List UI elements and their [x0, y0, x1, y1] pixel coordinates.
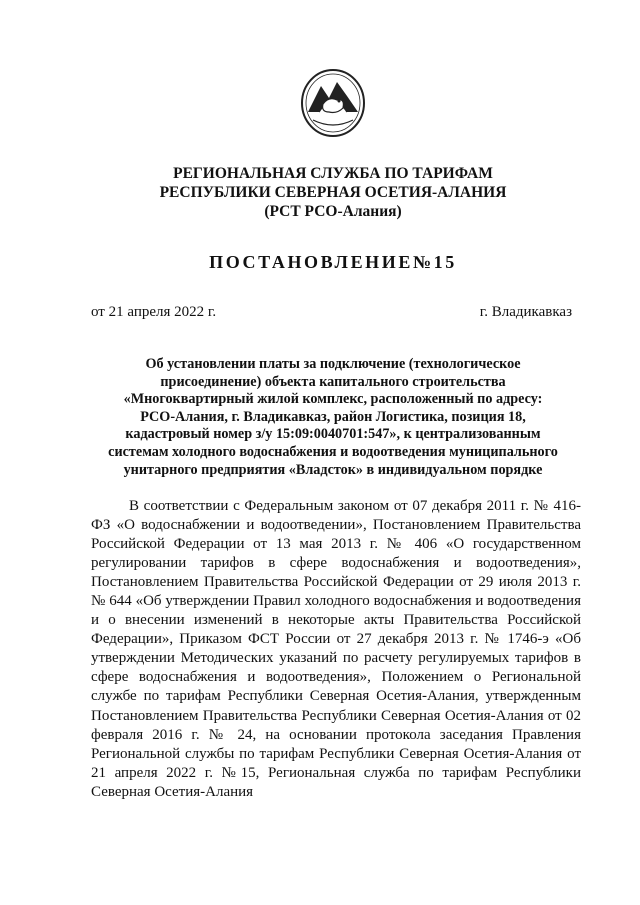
document-subject [86, 356, 580, 479]
organization-title [60, 164, 606, 221]
subject-line: Об установлении платы за подключение (технологическое [145, 356, 521, 372]
document-title: ПОСТАНОВЛЕНИЕ№15 [209, 252, 457, 272]
subject-line: унитарного предприятия «Владсток» в индивидуальном порядке [123, 461, 543, 478]
body-paragraph: В соответствии с Федеральным законом от 07 декабря 2011 г. № 416-ФЗ «О водоснабжении и водоотведении», Постановлением Правительства Российской Федерации от 13 мая 2013 г. № 406 «О государственном регулировании тарифов в сфере водоснабжения и водоотведения», Постановлением Правительства Российской Федерации от 29 июля 2013 г. № 644 «Об утверждении Правил холодного водоснабжения и водоотведения и о внесении изменений в некоторые акты Правительства Российской Федерации», Приказом ФСТ России от 27 декабря 2013 г. № 1746-э «Об утверждении Методических указаний по расчету регулируемых тарифов в сфере водоснабжения и водоотведения», Положением о Региональной службе по тарифам Республики Северная Осетия-Алания, утвержденным Постановлением Правительства Республики Северная Осетия-Алания от 02 февраля 2016 г. № 24, на основании протокола заседания Правления Региональной службы по тарифам Республики Северная Осетия-Алания от 21 апреля 2022 г. №15, Региональная служба по тарифам Республики Северная Осетия-Алания [91, 498, 581, 800]
org-abbreviation: (РСТ РСО-Алания) [264, 203, 402, 220]
document-city: г. Владикавказ [479, 304, 572, 320]
subject-line: кадастровый номер з/у 15:09:0040701:547», к централизованным [125, 426, 541, 443]
subject-line: системам холодного водоснабжения и водоотведения муниципального [108, 443, 558, 460]
org-name-line-1: РЕГИОНАЛЬНАЯ СЛУЖБА ПО ТАРИФАМ [173, 165, 493, 182]
org-name-line-2: РЕСПУБЛИКИ СЕВЕРНАЯ ОСЕТИЯ-АЛАНИЯ [159, 184, 507, 201]
subject-line: «Многоквартирный жилой комплекс, расположенный по адресу: [123, 391, 543, 408]
document-date: от 21 апреля 2022 г. [91, 304, 217, 320]
subject-line: присоединение) объекта капитального строительства [160, 373, 506, 390]
subject-line: РСО-Алания, г. Владикавказ, район Логистика, позиция 18, [140, 408, 526, 425]
coat-of-arms-icon [299, 68, 367, 138]
